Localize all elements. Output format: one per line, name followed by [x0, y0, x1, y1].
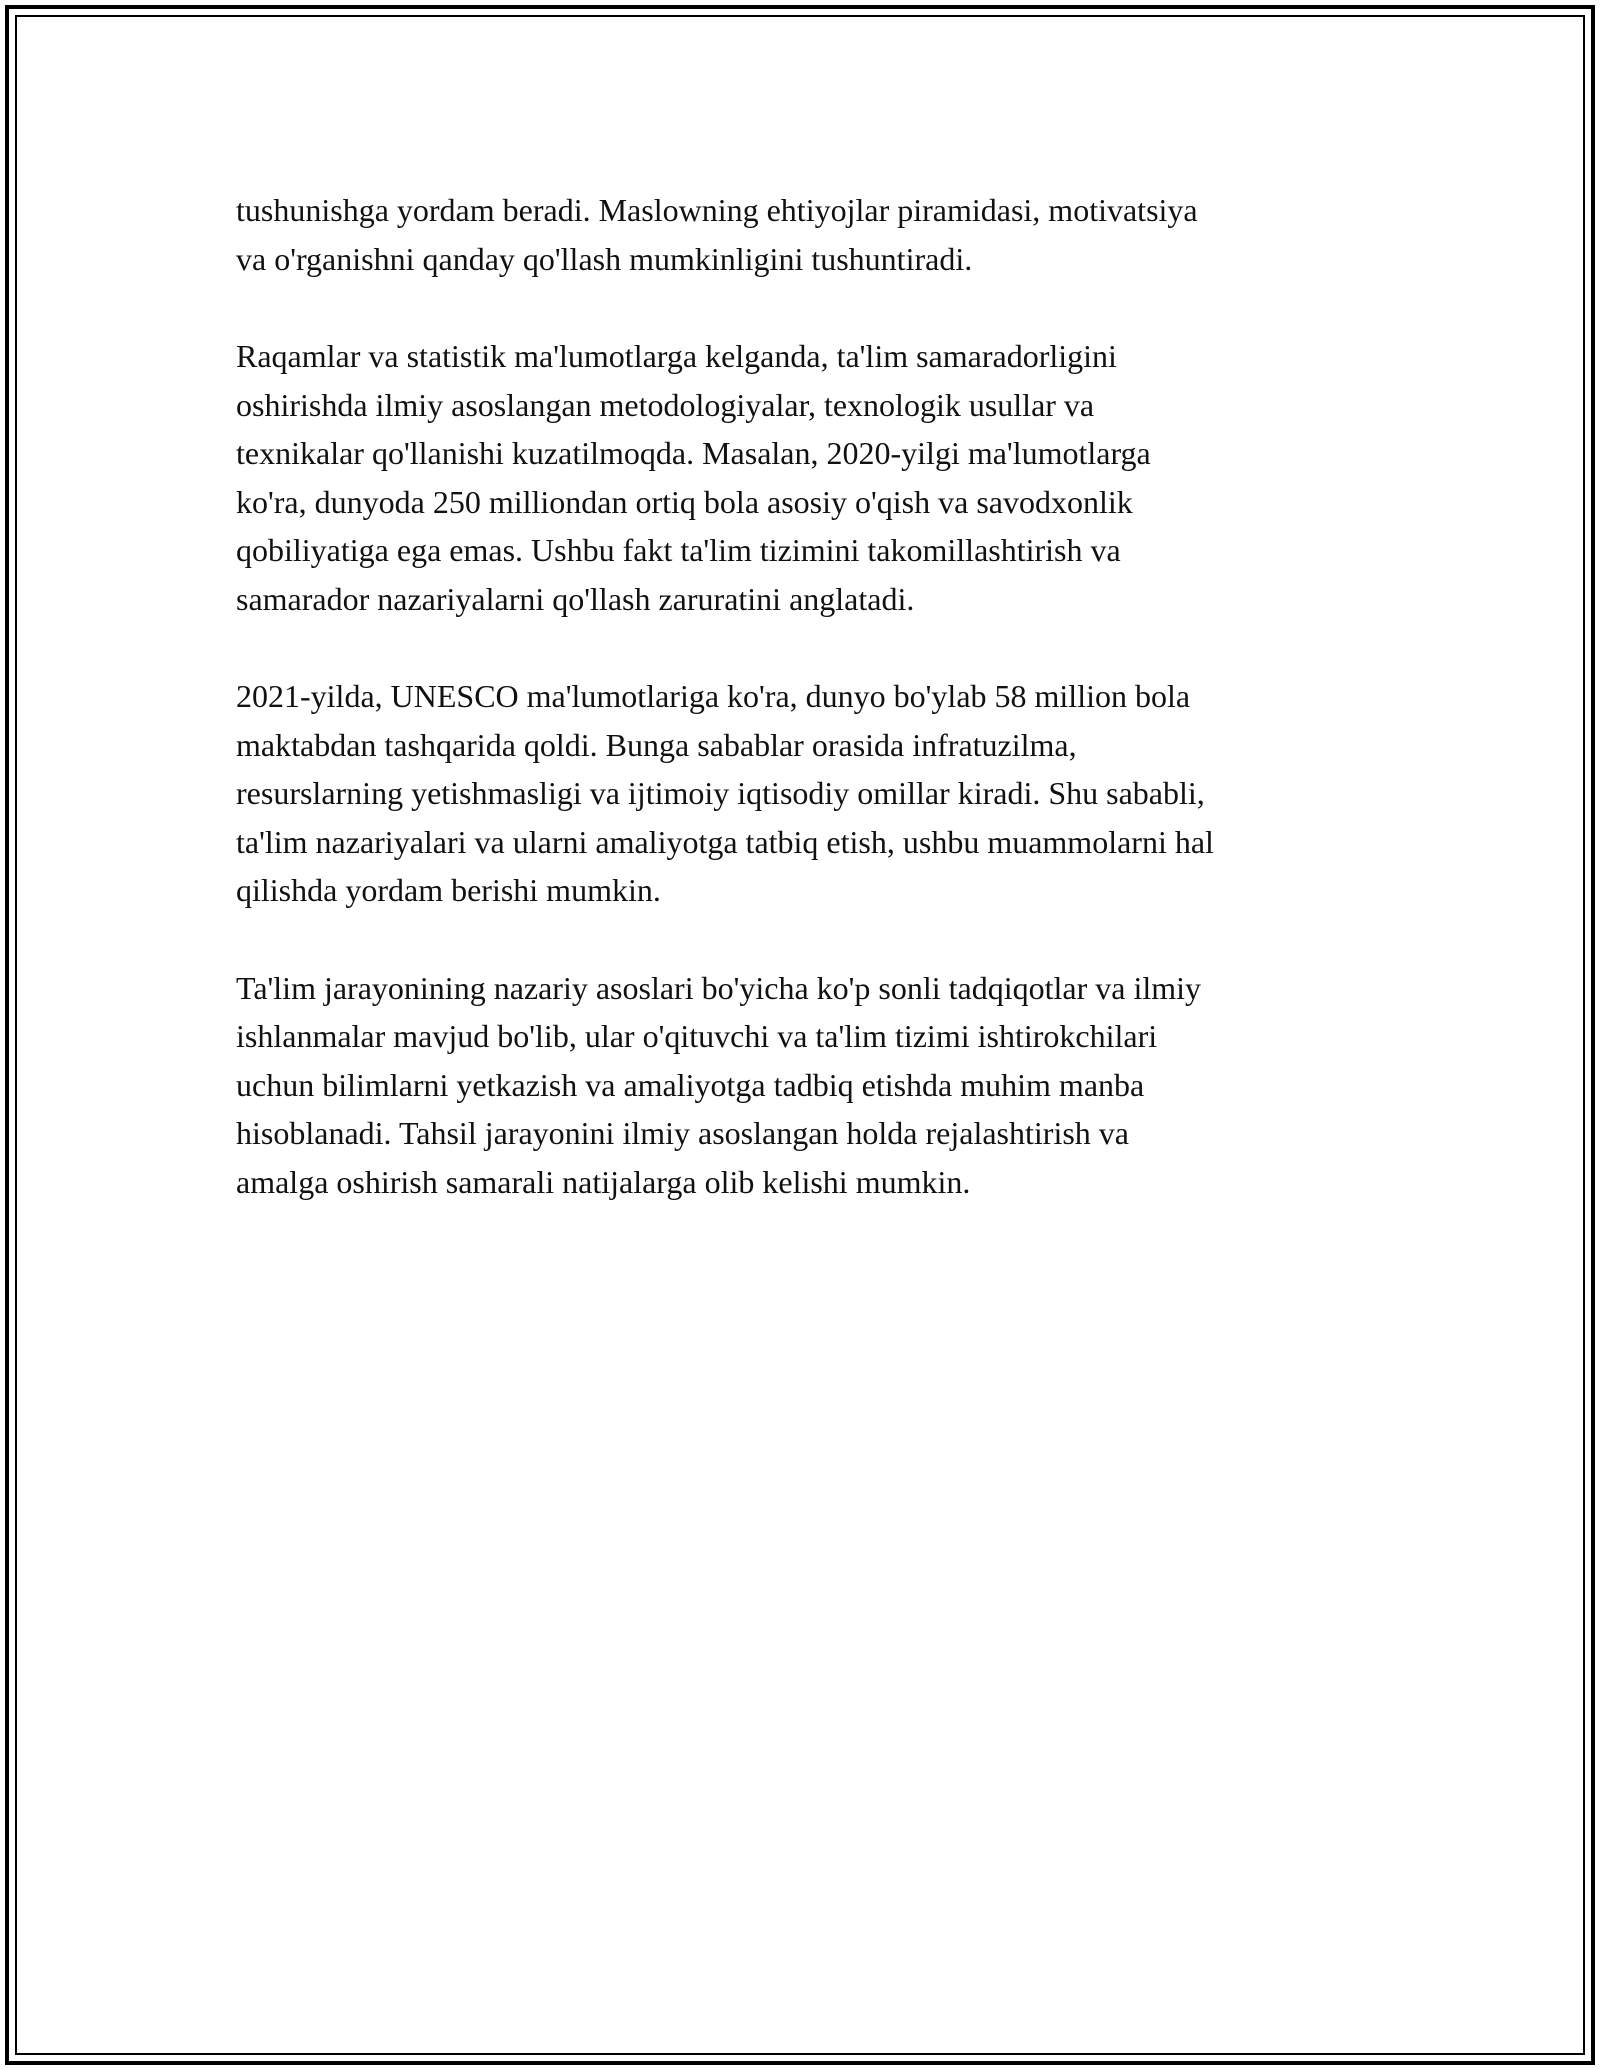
text-line: maktabdan tashqarida qoldi. Bunga sabablar orasida infratuzilma,	[236, 726, 1077, 763]
paragraph-research	[236, 964, 1366, 1207]
text-line: hisoblanadi. Tahsil jarayonini ilmiy asoslangan holda rejalashtirish va	[236, 1115, 1129, 1151]
paragraph-statistics	[236, 332, 1366, 623]
document-body	[236, 186, 1366, 1255]
text-line: ta'lim nazariyalari va ularni amaliyotga tatbiq etish, ushbu muammolarni hal	[236, 823, 1214, 860]
text-line: ko'ra, dunyoda 250 milliondan ortiq bola asosiy o'qish va savodxonlik	[236, 483, 1133, 520]
text-line: 2021-yilda, UNESCO ma'lumotlariga ko'ra, dunyo bo'ylab 58 million bola	[236, 678, 1191, 714]
paragraph-maslow	[236, 186, 1366, 283]
text-line: tushunishga yordam beradi. Maslowning ehtiyojlar piramidasi, motivatsiya	[236, 192, 1198, 228]
text-line: samarador nazariyalarni qo'llash zaruratini anglatadi.	[236, 580, 915, 617]
text-line: uchun bilimlarni yetkazish va amaliyotga tadbiq etishda muhim manba	[236, 1066, 1145, 1103]
text-line: amalga oshirish samarali natijalarga olib kelishi mumkin.	[236, 1163, 971, 1200]
text-line: qobiliyatiga ega emas. Ushbu fakt ta'lim tizimini takomillashtirish va	[236, 532, 1121, 568]
text-line: ishlanmalar mavjud bo'lib, ular o'qituvchi va ta'lim tizimi ishtirokchilari	[236, 1018, 1158, 1054]
text-line: Ta'lim jarayonining nazariy asoslari bo'yicha ko'p sonli tadqiqotlar va ilmiy	[236, 969, 1202, 1006]
text-line: texnikalar qo'llanishi kuzatilmoqda. Masalan, 2020-yilgi ma'lumotlarga	[236, 435, 1151, 471]
text-line: va o'rganishni qanday qo'llash mumkinligini tushuntiradi.	[236, 240, 973, 277]
paragraph-unesco	[236, 672, 1366, 915]
text-line: qilishda yordam berishi mumkin.	[236, 872, 661, 908]
text-line: oshirishda ilmiy asoslangan metodologiyalar, texnologik usullar va	[236, 386, 1095, 423]
text-line: Raqamlar va statistik ma'lumotlarga kelganda, ta'lim samaradorligini	[236, 338, 1117, 374]
text-line: resurslarning yetishmasligi va ijtimoiy iqtisodiy omillar kiradi. Shu sababli,	[236, 775, 1205, 811]
